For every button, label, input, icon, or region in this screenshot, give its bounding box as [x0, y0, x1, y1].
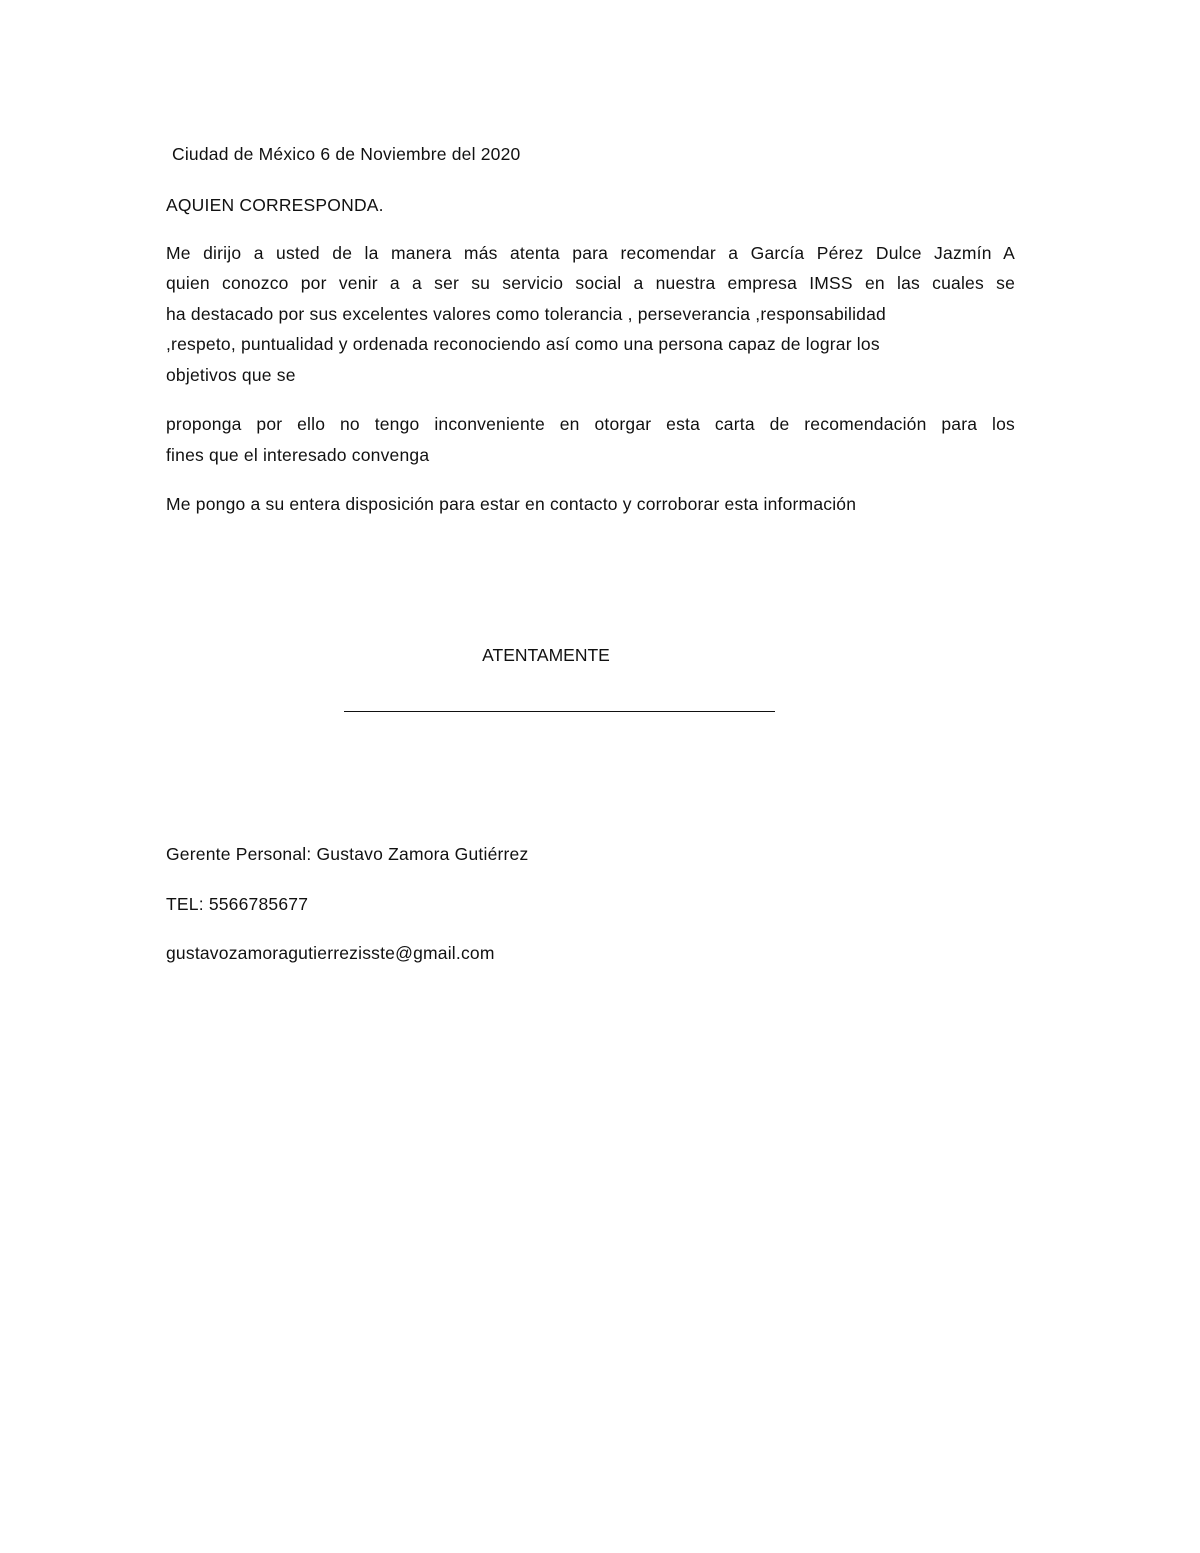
signature-line [344, 711, 775, 712]
paragraph-1-line: objetivos que se [166, 365, 296, 385]
closing: ATENTAMENTE [482, 645, 610, 665]
signer-name: Gerente Personal: Gustavo Zamora Gutiérrez [166, 844, 529, 864]
paragraph-1-line: ha destacado por sus excelentes valores como tolerancia , perseverancia ,responsabilidad [166, 304, 886, 324]
paragraph-3: Me pongo a su entera disposición para estar en contacto y corroborar esta información [166, 494, 857, 514]
paragraph-1-line: Me dirijo a usted de la manera más atenta para recomendar a García Pérez Dulce Jazmín A [166, 243, 1015, 263]
paragraph-2-line: fines que el interesado convenga [166, 445, 430, 465]
paragraph-1-line: ,respeto, puntualidad y ordenada reconociendo así como una persona capaz de lograr los [166, 334, 880, 354]
date-line: Ciudad de México 6 de Noviembre del 2020 [172, 144, 521, 164]
paragraph-2-line: proponga por ello no tengo inconveniente en otorgar esta carta de recomendación para los [166, 414, 1015, 434]
salutation: AQUIEN CORRESPONDA. [166, 195, 384, 215]
phone-number: TEL: 5566785677 [166, 894, 309, 914]
email-address: gustavozamoragutierrezisste@gmail.com [166, 943, 495, 963]
paragraph-1-line: quien conozco por venir a a ser su servicio social a nuestra empresa IMSS en las cuales se [166, 273, 1015, 293]
